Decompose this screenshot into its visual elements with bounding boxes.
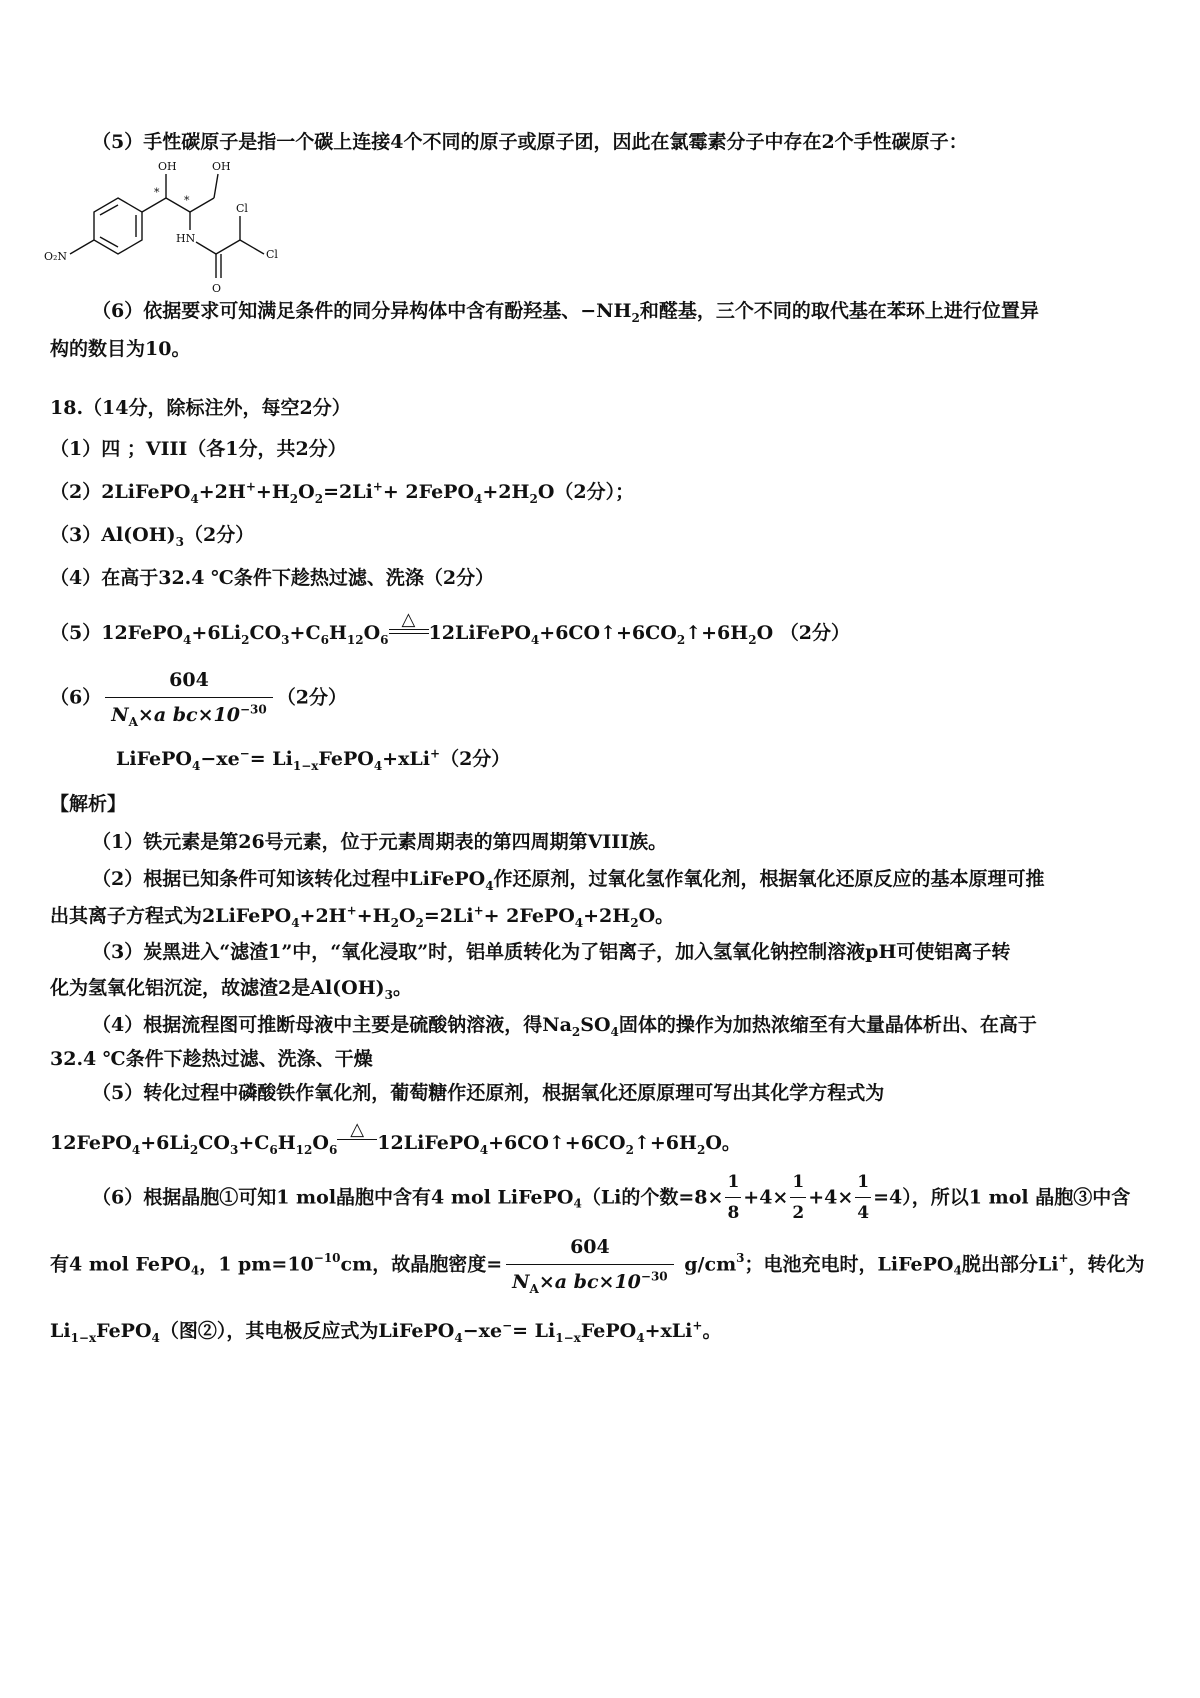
explanation-4-line-2: 32.4 ℃条件下趁热过滤、洗涤、干燥 — [50, 1048, 373, 1070]
density-fraction: $\frac{604}{N_A\times a bc\times 10^{-30}}$ — [105, 665, 273, 730]
answer-18-3: $(3)Al(OH)_3(2$分） — [50, 524, 255, 549]
no2-label: O₂N — [44, 250, 68, 263]
heat-equals-sign: △ — [389, 621, 429, 641]
explanation-2-line-2: 出其离子方程式为$2LiFePO_4+2H^++H_2O_2=2Li^++$ $2FePO_4+2H_2O$。 — [50, 903, 675, 930]
explanation-3-line-1: （3）炭黑进入“滤渣1”中，“氧化浸取”时，铝单质转化为了铝离子，加入氢氧化钠控制溶液pH可使铝离子转 — [92, 941, 1011, 963]
explanation-2-line-1: （2）根据已知条件可知该转化过程中LiFePO$_4$作还原剂，过氧化氢作氧化剂，根据氧化还原反应的基本原理可推 — [92, 868, 1045, 893]
explanation-4-line-1: （4）根据流程图可推断母液中主要是硫酸钠溶液，得$Na_2SO_4$固体的操作为加热浓缩至有大量晶体析出、在高于 — [92, 1014, 1037, 1039]
o-label: O — [212, 282, 222, 295]
oh-label-2: OH — [212, 160, 231, 173]
fraction-one-eighth: $\frac{1}{8}$ — [725, 1168, 741, 1227]
answer-18-6-electrode: LiFePO$_4$−xe−= $Li_{1-x}FePO_4+xLi^+(2$分） — [116, 746, 511, 773]
chloramphenicol-structure — [40, 160, 300, 300]
explanation-6-line-1: （6）根据晶胞①可知1 mol晶胞中含有4 mol LiFePO$_4$（Li的个数=8× $\frac{1}{8}$ +4× $\frac{1}{2}$ +4× $\frac{1}{4}$ =4），所以1 mol 晶胞③中含 — [92, 1168, 1130, 1227]
fraction-one-quarter: $\frac{1}{4}$ — [855, 1168, 871, 1227]
cl-label-1: Cl — [236, 202, 248, 215]
explanation-5-line-1: （5）转化过程中磷酸铁作氧化剂，葡萄糖作还原剂，根据氧化还原原理可写出其化学方程式为 — [92, 1082, 885, 1104]
chiral-star-2: * — [184, 194, 190, 207]
answer-6-line-2: 构的数目为10。 — [50, 338, 191, 360]
analysis-title: 【解析】 — [50, 793, 127, 815]
oh-label-1: OH — [158, 160, 177, 173]
heat-equals-sign-2: △ — [337, 1131, 377, 1151]
answer-18-4: （4）在高于32.4 ℃条件下趁热过滤、洗涤（2分） — [50, 567, 495, 589]
question-18-header: 18.（14分，除标注外，每空2分） — [50, 397, 351, 419]
explanation-6-line-3: $Li_{1-x}FePO_4$（图②），其电极反应式为LiFePO$_4$−xe−= $Li_{1-x}FePO_4+xLi^+$。 — [50, 1318, 722, 1345]
nh-label: HN — [176, 232, 196, 245]
answer-18-1: （1）四 ；VIII（各1分，共2分） — [50, 438, 347, 460]
explanation-6-line-2: 有4 mol FePO$_4$，1 $pm=10^{-10}cm$，故晶胞密度= $\frac{604}{N_A\times a bc\times 10^{-30}}$ $g/cm^3$；电池充电时，LiFePO$_4$脱出部分Li+，转化为 — [50, 1232, 1145, 1297]
cl-label-2: Cl — [266, 248, 278, 261]
answer-18-5: $(5)12FePO_4+6Li_2CO_3+C_6H_{12}O_6$ △ $12LiFePO_4+6CO↑+6CO_2↑+6H_2O$ （2分） — [50, 609, 850, 647]
fraction-one-half: $\frac{1}{2}$ — [790, 1168, 806, 1227]
answer-18-2: $(2)2LiFePO_4+2H^++H_2O_2=2Li^++$ $2FePO_4+2H_2O(2$分）； — [50, 479, 635, 506]
explanation-1: （1）铁元素是第26号元素，位于元素周期表的第四周期第VIII族。 — [92, 831, 668, 853]
explanation-5-line-2: $12FePO_4+6Li_2CO_3+C_6H_{12}O_6$ △ $12LiFePO_4+6CO↑+6CO_2↑+6H_2O$。 — [50, 1119, 741, 1157]
answer-6-line-1: （6）依据要求可知满足条件的同分异构体中含有酚羟基、$-NH_2$和醛基，三个不同的取代基在苯环上进行位置异 — [92, 300, 1039, 325]
answer-18-6: （6） $\frac{604}{N_A\times a bc\times 10^{-30}}$ （2分） — [50, 665, 347, 730]
answer-5-intro: （5）手性碳原子是指一个碳上连接4个不同的原子或原子团，因此在氯霉素分子中存在2个手性碳原子： — [92, 131, 968, 153]
density-fraction-2: $\frac{604}{N_A\times a bc\times 10^{-30}}$ — [506, 1232, 674, 1297]
chiral-star-1: * — [154, 186, 160, 199]
explanation-3-line-2: 化为氢氧化铝沉淀，故滤渣2是$Al(OH)_3$。 — [50, 977, 413, 1002]
